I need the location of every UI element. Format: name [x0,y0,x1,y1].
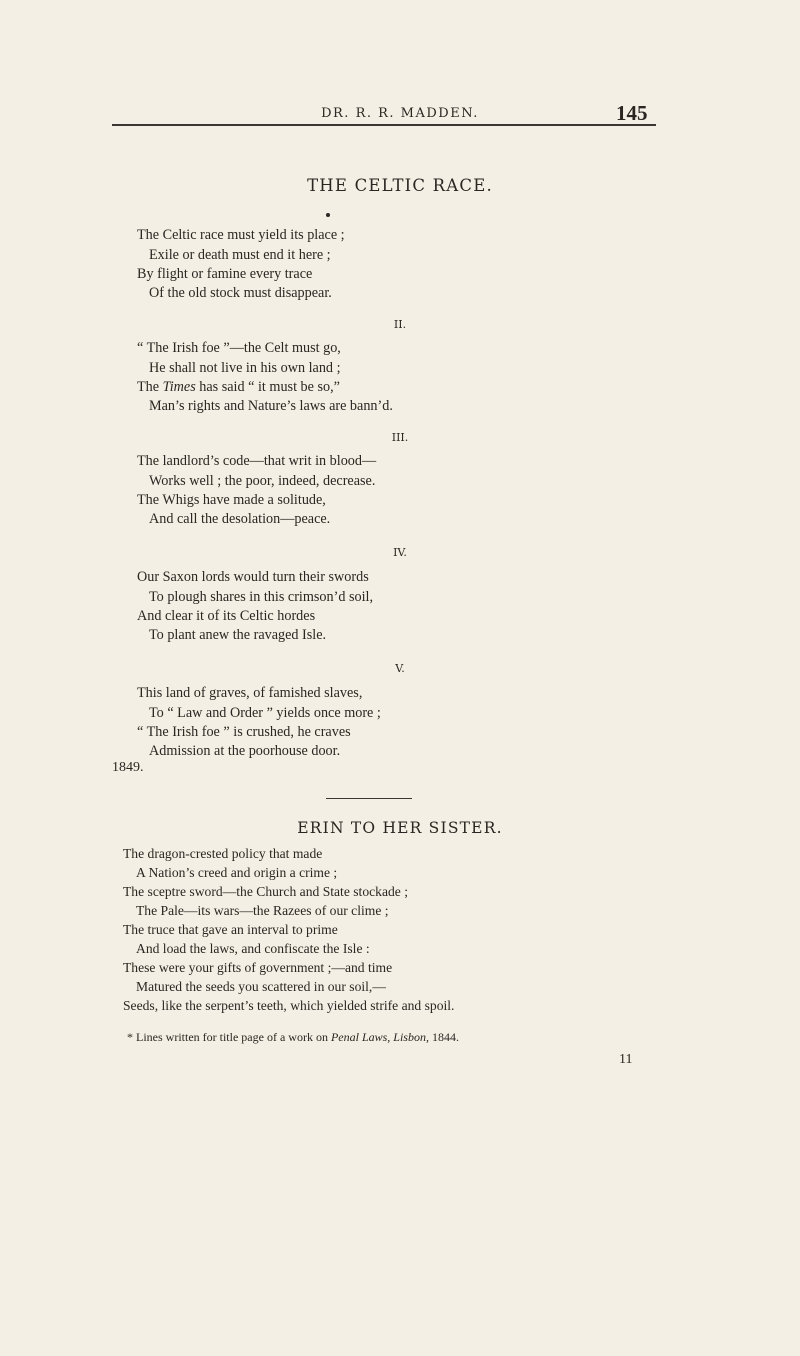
poem-line [137,379,340,396]
poem-line: And load the laws, and confiscate the Isle : [136,941,370,956]
poem-line: Admission at the poorhouse door. [149,743,341,759]
stanza-numeral: IV. [393,546,407,559]
page-number: 145 [616,101,648,125]
times-italic: Times [162,379,196,395]
poem-line: The truce that gave an interval to prime [123,922,338,937]
poem-line: The landlord’s code—that writ in blood— [137,453,377,469]
poem-line: The Whigs have made a solitude, [137,492,326,508]
section-separator [326,798,412,799]
poem-line: Our Saxon lords would turn their swords [137,569,369,585]
poem-line [123,846,322,862]
poem-line: The sceptre sword—the Church and State stockade ; [123,884,409,899]
poem-line-text: The [137,379,163,395]
poem-line-text: has said “ it must be so,” [195,379,340,395]
poem-title-erin-to-her-sister [0,819,800,837]
poem-line: To plough shares in this crimson’d soil, [149,589,374,605]
running-head: DR. R. R. MADDEN. [321,106,479,121]
stanza-marker [326,213,330,217]
poem-line: “ The Irish foe ” is crushed, he craves [137,724,351,740]
poem-line: By flight or famine every trace [137,266,313,282]
poem-title-celtic-race: THE CELTIC RACE. [307,176,493,195]
poem-line: Seeds, like the serpent’s teeth, which yielded strife and spoil. [123,998,455,1013]
footnote-text: Lines written for title page of a work on [136,1030,328,1044]
poem-line: He shall not live in his own land ; [149,360,341,376]
poem-line: Matured the seeds you scattered in our soil,— [136,979,386,994]
poem-line: The Pale—its wars—the Razees of our clime ; [136,903,389,918]
footnote [127,1030,459,1045]
poem-line: Works well ; the poor, indeed, decrease. [149,473,376,489]
stanza-numeral: V. [395,662,405,675]
footnote-mark: * [127,1030,133,1044]
poem-line: Exile or death must end it here ; [149,247,331,263]
signature-mark: 11 [619,1052,633,1067]
poem-title-text: ERIN TO HER SISTER. [297,819,503,837]
poem-line: A Nation’s creed and origin a crime ; [136,865,338,880]
poem-line: And call the desolation—peace. [149,511,331,527]
poem-line: To plant anew the ravaged Isle. [149,627,327,643]
poem-line: This land of graves, of famished slaves, [137,685,363,701]
poem-line-text: The dragon-crested policy that made [123,846,323,861]
poem-line: The Celtic race must yield its place ; [137,227,345,243]
stanza-numeral: III. [391,431,409,444]
footnote-italic-title: Penal Laws, Lisbon, [330,1030,429,1044]
stanza-numeral: II. [393,318,407,331]
poem-line: Of the old stock must disappear. [149,285,332,301]
poem-date: 1849. [112,760,144,775]
poem-line: To “ Law and Order ” yields once more ; [149,705,381,721]
header-rule [112,124,656,126]
poem-line: These were your gifts of government ;—and time [123,960,393,975]
poem-line: “ The Irish foe ”—the Celt must go, [137,340,341,356]
poem-line: And clear it of its Celtic hordes [137,608,316,624]
poem-line: Man’s rights and Nature’s laws are bann’d. [149,398,393,414]
footnote-year: 1844. [431,1030,459,1044]
